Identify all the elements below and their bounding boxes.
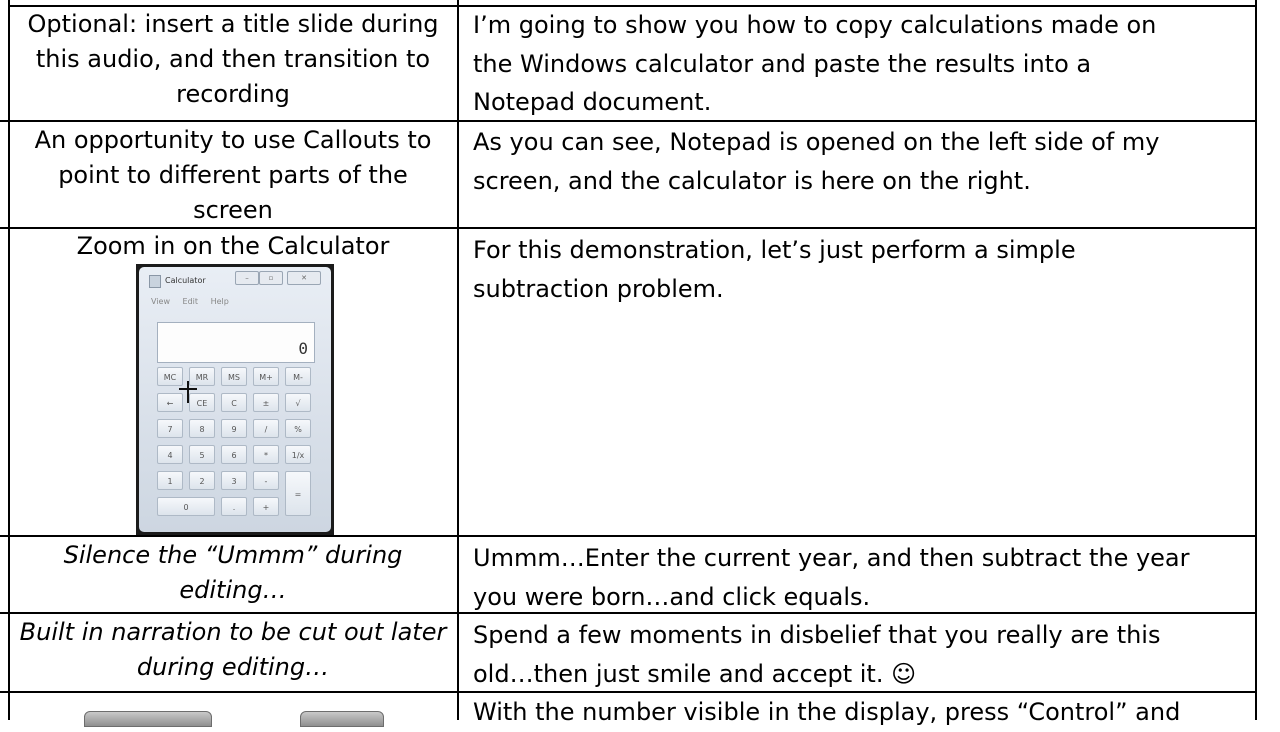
calc-key-button[interactable]: 1/x	[285, 445, 311, 464]
row-4-narration	[473, 539, 1253, 616]
calc-key-button[interactable]: 1	[157, 471, 183, 490]
keyboard-key-image	[84, 711, 212, 727]
text-line: point to different parts of the	[58, 161, 408, 189]
calc-key-button[interactable]: 8	[189, 419, 215, 438]
calculator-titlebar	[139, 267, 331, 289]
calc-key-button[interactable]: 3	[221, 471, 247, 490]
menu-view[interactable]: View	[151, 297, 170, 306]
row-6-narration	[473, 693, 1253, 732]
text-line: As you can see, Notepad is opened on the left side of my	[473, 128, 1160, 156]
calculator-app-icon	[149, 275, 161, 288]
calc-key-button[interactable]: √	[285, 393, 311, 412]
calculator-window	[139, 267, 331, 532]
calc-key-button[interactable]: MS	[221, 367, 247, 386]
calc-key-button[interactable]: ←	[157, 393, 183, 412]
text-line: Optional: insert a title slide during	[27, 10, 439, 38]
text-line: Ummm…Enter the current year, and then subtract the year	[473, 544, 1190, 572]
text-line: Silence the “Ummm” during	[63, 541, 403, 569]
text-line: you were born…and click equals.	[473, 582, 871, 611]
calc-key-button[interactable]: CE	[189, 393, 215, 412]
text-line: recording	[176, 80, 290, 108]
display-value: 0	[298, 339, 308, 358]
calc-key-button[interactable]: 2	[189, 471, 215, 490]
row-3-direction	[10, 229, 456, 264]
maximize-icon[interactable]: ▫	[259, 271, 283, 285]
calc-key-button[interactable]: -	[253, 471, 279, 490]
text-line: during editing…	[136, 653, 330, 681]
calc-key-button[interactable]: C	[221, 393, 247, 412]
text-line: With the number visible in the display, press “Control” and	[473, 698, 1181, 726]
row-divider	[0, 535, 1257, 537]
calculator-title: Calculator	[165, 276, 206, 285]
text-line: I’m going to show you how to copy calculations made on	[473, 11, 1157, 39]
text-line: An opportunity to use Callouts to	[34, 126, 432, 154]
calc-key-button[interactable]: ±	[253, 393, 279, 412]
calc-key-button[interactable]: +	[253, 497, 279, 516]
text-line: screen	[193, 196, 273, 224]
calc-key-button[interactable]: %	[285, 419, 311, 438]
calc-key-button[interactable]: MC	[157, 367, 183, 386]
calculator-display	[157, 322, 315, 363]
minimize-icon[interactable]: –	[235, 271, 259, 285]
text-line: the Windows calculator and paste the results into a	[473, 49, 1092, 78]
calculator-menu-bar	[151, 297, 239, 306]
calc-key-button[interactable]: 5	[189, 445, 215, 464]
row-2-narration	[473, 123, 1253, 200]
text-line: this audio, and then transition to	[35, 45, 431, 73]
text-line: old…then just smile and accept it. ☺	[473, 659, 917, 688]
text-line: screen, and the calculator is here on the right.	[473, 166, 1031, 195]
text-line: editing…	[179, 576, 287, 604]
row-2-direction	[10, 123, 456, 228]
calc-key-button[interactable]: 0	[157, 497, 215, 516]
text-line: For this demonstration, let’s just perform a simple	[473, 236, 1076, 264]
calculator-screenshot	[136, 264, 334, 535]
calc-key-button[interactable]: 7	[157, 419, 183, 438]
text-line: Zoom in on the Calculator	[76, 232, 390, 260]
menu-help[interactable]: Help	[210, 297, 229, 306]
calc-key-button[interactable]: 6	[221, 445, 247, 464]
keyboard-key-image	[300, 711, 384, 727]
calc-key-button[interactable]: M-	[285, 367, 311, 386]
menu-edit[interactable]: Edit	[182, 297, 199, 306]
text-line: Notepad document.	[473, 88, 712, 116]
text-line: Spend a few moments in disbelief that you really are this	[473, 621, 1161, 649]
calc-key-button[interactable]: 4	[157, 445, 183, 464]
row-4-direction	[10, 538, 456, 608]
calc-key-button[interactable]: 9	[221, 419, 247, 438]
calc-key-button[interactable]: =	[285, 471, 311, 516]
calc-key-button[interactable]: *	[253, 445, 279, 464]
calc-key-button[interactable]: /	[253, 419, 279, 438]
cursor-icon	[187, 381, 189, 403]
close-icon[interactable]: ✕	[287, 271, 321, 285]
row-5-narration	[473, 616, 1253, 693]
row-3-narration	[473, 231, 1253, 308]
row-1-narration	[473, 6, 1253, 122]
row-1-direction	[10, 7, 456, 112]
cursor-icon	[179, 388, 197, 390]
calc-key-button[interactable]: M+	[253, 367, 279, 386]
text-line: Built in narration to be cut out later	[19, 618, 447, 646]
calc-key-button[interactable]: MR	[189, 367, 215, 386]
calc-key-button[interactable]: .	[221, 497, 247, 516]
row-5-direction	[10, 615, 456, 685]
text-line: subtraction problem.	[473, 274, 724, 303]
